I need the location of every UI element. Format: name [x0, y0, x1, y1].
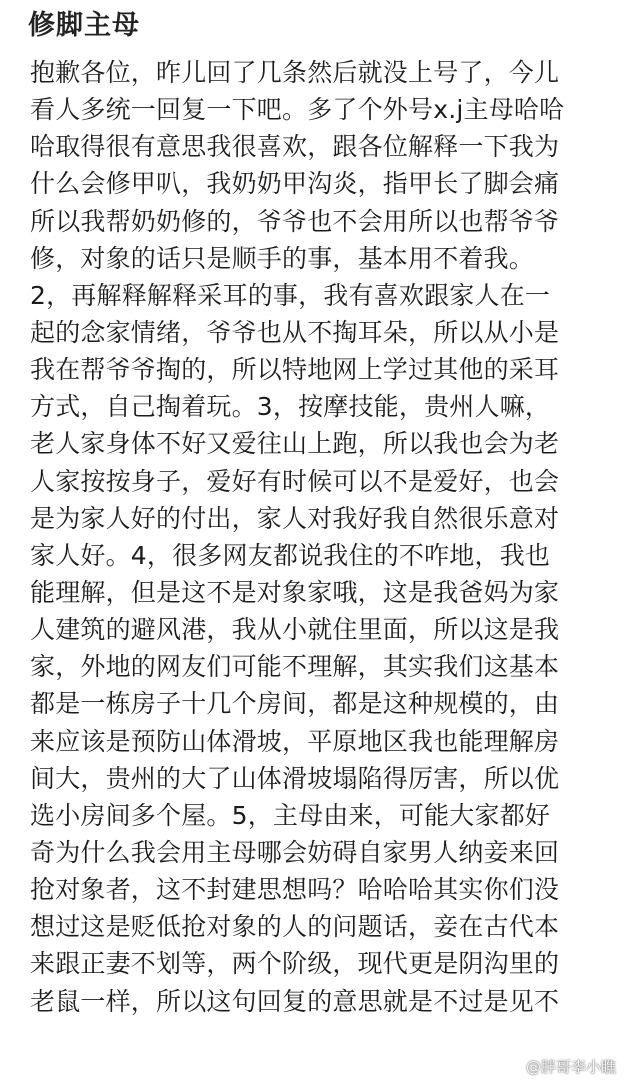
post-line: 都是一栋房子十几个房间，都是这种规模的，由 [30, 689, 560, 719]
post-line: 老人家身体不好又爱往山上跑，所以我也会为老 [30, 429, 560, 459]
post-line: 方式，自己掏着玩。3，按摩技能，贵州人嘛， [30, 392, 551, 422]
post-line: 家，外地的网友们可能不理解，其实我们这基本 [30, 652, 560, 682]
post-line: 所以我帮奶奶修的，爷爷也不会用所以也帮爷爷 [30, 206, 560, 236]
post-line: 什么会修甲叭，我奶奶甲沟炎，指甲长了脚会痛 [30, 169, 560, 199]
post-line: 家人好。4，很多网友都说我住的不咋地，我也 [30, 540, 551, 570]
post-line: 间大，贵州的大了山体滑坡塌陷得厉害，所以优 [30, 763, 560, 793]
post-line: 选小房间多个屋。5，主母由来，可能大家都好 [30, 800, 551, 830]
post-title: 修脚主母 [28, 10, 140, 41]
post-line: 来跟正妻不划等，两个阶级，现代更是阴沟里的 [30, 949, 560, 979]
weibo-logo-icon [503, 1059, 523, 1075]
post-line: 想过这是贬低抢对象的人的问题话，妾在古代本 [30, 912, 560, 942]
post-line: 能理解，但是这不是对象家哦，这是我爸妈为家 [30, 577, 560, 607]
post-line: 人家按按身子，爱好有时候可以不是爱好，也会 [30, 466, 560, 496]
watermark-text: @胖哥李小瞧 [525, 1058, 616, 1076]
post-line: 看人多统一回复一下吧。多了个外号x.j主母哈哈 [30, 95, 565, 125]
post-line: 抢对象者，这不封建思想吗？哈哈哈其实你们没 [30, 875, 560, 905]
post-line: 人建筑的避风港，我从小就住里面，所以这是我 [30, 615, 560, 645]
post-line: 哈取得很有意思我很喜欢，跟各位解释一下我为 [30, 132, 560, 162]
watermark [503, 1058, 616, 1076]
post-line: 我在帮爷爷掏的，所以特地网上学过其他的采耳 [30, 355, 560, 385]
post-line: 老鼠一样，所以这句回复的意思就是不过是见不 [30, 986, 560, 1016]
post-line: 抱歉各位，昨儿回了几条然后就没上号了，今儿 [30, 58, 560, 87]
post-line: 修，对象的话只是顺手的事，基本用不着我。 [30, 243, 535, 273]
post-line: 2，再解释解释采耳的事，我有喜欢跟家人在一 [30, 280, 551, 310]
post-line: 来应该是预防山体滑坡，平原地区我也能理解房 [30, 726, 560, 756]
post-line: 起的念家情绪，爷爷也从不掏耳朵，所以从小是 [30, 317, 560, 347]
post-line: 是为家人好的付出，家人对我好我自然很乐意对 [30, 503, 560, 533]
post-body [30, 54, 620, 1020]
post-line: 奇为什么我会用主母哪会妨碍自家男人纳妾来回 [30, 837, 560, 867]
